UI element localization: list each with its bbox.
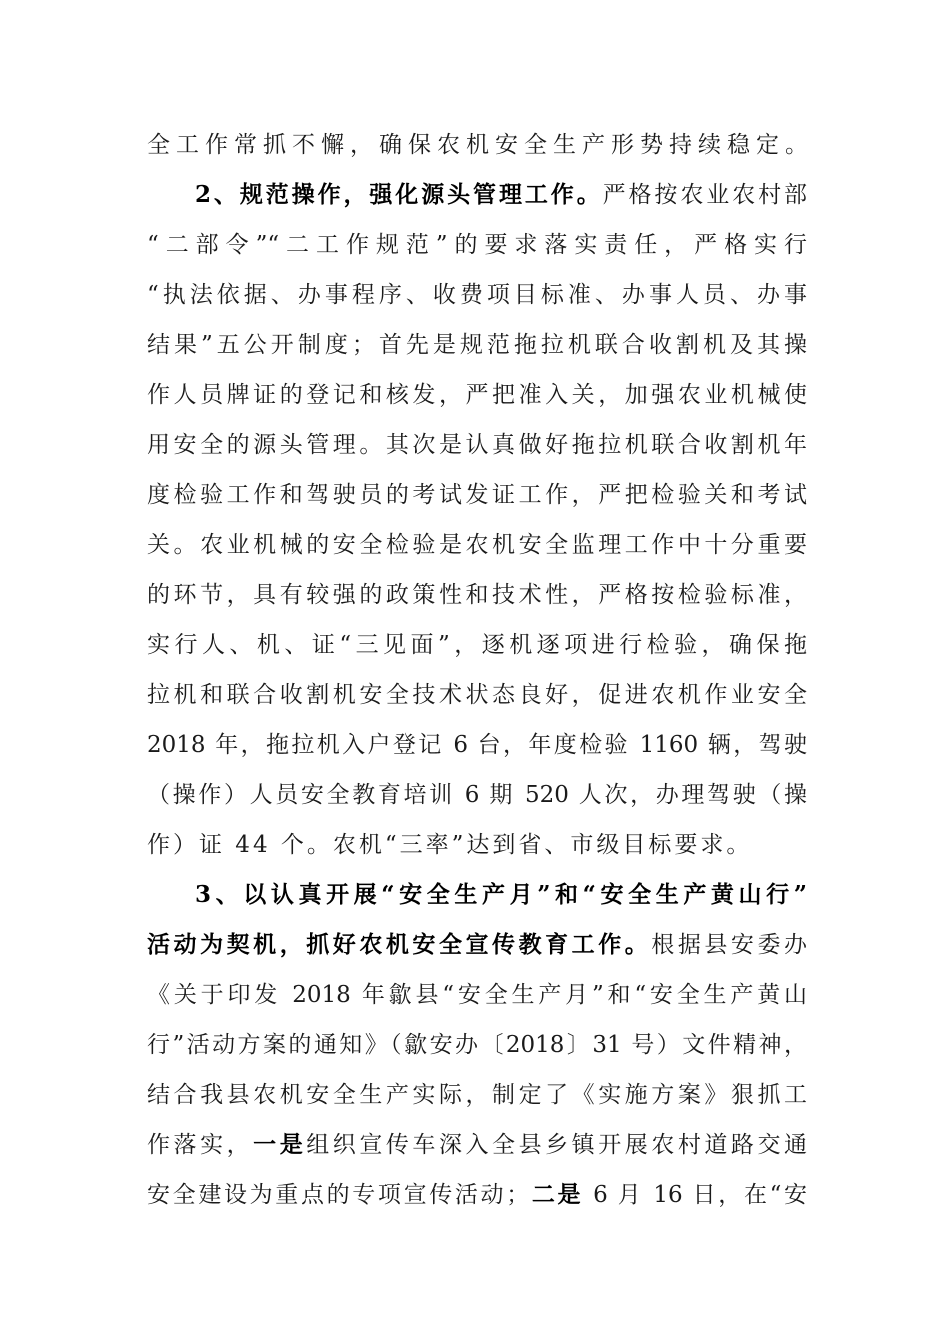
paragraph-line <box>147 270 807 320</box>
paragraph-line <box>147 970 807 1020</box>
section-heading-3-cont: 活动为契机，抓好农机安全宣传教育工作。 <box>147 931 652 958</box>
line-text: “执法依据、办事程序、收费项目标准、办事人员、办事 <box>147 282 807 308</box>
line-text: 关。农业机械的安全检验是农机安全监理工作中十分重要 <box>147 532 807 558</box>
line-text: 作落实， <box>147 1132 254 1158</box>
line-text: 根据县安委办 <box>651 932 808 958</box>
line-text: 结果”五公开制度；首先是规范拖拉机联合收割机及其操 <box>147 332 807 358</box>
line-text: 拉机和联合收割机安全技术状态良好，促进农机作业安全 <box>147 682 807 708</box>
paragraph-line <box>195 870 807 920</box>
line-text: （操作）人员安全教育培训 6 期 520 人次，办理驾驶（操 <box>147 782 807 808</box>
line-text: 6 月 16 日，在“安 <box>583 1182 808 1208</box>
line-text: 2018 年，拖拉机入户登记 6 台，年度检验 1160 辆，驾驶 <box>147 732 807 758</box>
emphasis-second: 二是 <box>529 1181 584 1208</box>
line-text: “二部令”“二工作规范”的要求落实责任，严格实行 <box>147 232 807 258</box>
paragraph-line <box>147 520 807 570</box>
line-text: 用安全的源头管理。其次是认真做好拖拉机联合收割机年 <box>147 432 807 458</box>
paragraph-line <box>147 420 807 470</box>
paragraph-line <box>147 670 807 720</box>
paragraph-line <box>147 220 807 270</box>
paragraph-line <box>147 1020 807 1070</box>
line-text: 安全建设为重点的专项宣传活动； <box>147 1182 530 1208</box>
section-heading-2: 2、规范操作，强化源头管理工作。 <box>195 181 603 208</box>
paragraph-line <box>195 170 807 220</box>
paragraph-line <box>147 620 807 670</box>
line-text: 全工作常抓不懈，确保农机安全生产形势持续稳定。 <box>147 132 814 158</box>
section-heading-3: 3、以认真开展“安全生产月”和“安全生产黄山行” <box>195 881 807 908</box>
paragraph-line <box>147 1120 807 1170</box>
line-text: 结合我县农机安全生产实际，制定了《实施方案》狠抓工 <box>147 1082 807 1108</box>
line-text: 行”活动方案的通知》（歙安办〔2018〕31 号）文件精神， <box>147 1032 807 1058</box>
line-text: 度检验工作和驾驶员的考试发证工作，严把检验关和考试 <box>147 482 807 508</box>
paragraph-line <box>147 570 807 620</box>
line-text: 实行人、机、证“三见面”，逐机逐项进行检验，确保拖 <box>147 632 807 658</box>
line-text: 的环节，具有较强的政策性和技术性，严格按检验标准， <box>147 582 807 608</box>
paragraph-line <box>147 720 807 770</box>
paragraph-line <box>147 820 807 870</box>
line-text: 作人员牌证的登记和核发，严把准入关，加强农业机械使 <box>147 382 807 408</box>
paragraph-line <box>147 120 814 170</box>
paragraph-line <box>147 370 807 420</box>
line-text: 组织宣传车深入全县乡镇开展农村道路交通 <box>306 1132 808 1158</box>
paragraph-line <box>147 1170 807 1220</box>
paragraph-line <box>147 320 807 370</box>
line-text: 作）证 44 个。农机“三率”达到省、市级目标要求。 <box>147 832 753 858</box>
paragraph-line <box>147 770 807 820</box>
paragraph-line <box>147 920 807 970</box>
emphasis-first: 一是 <box>253 1131 307 1158</box>
paragraph-line <box>147 470 807 520</box>
line-text: 严格按农业农村部 <box>602 182 807 208</box>
paragraph-line <box>147 1070 807 1120</box>
line-text: 《关于印发 2018 年歙县“安全生产月”和“安全生产黄山 <box>147 982 807 1008</box>
